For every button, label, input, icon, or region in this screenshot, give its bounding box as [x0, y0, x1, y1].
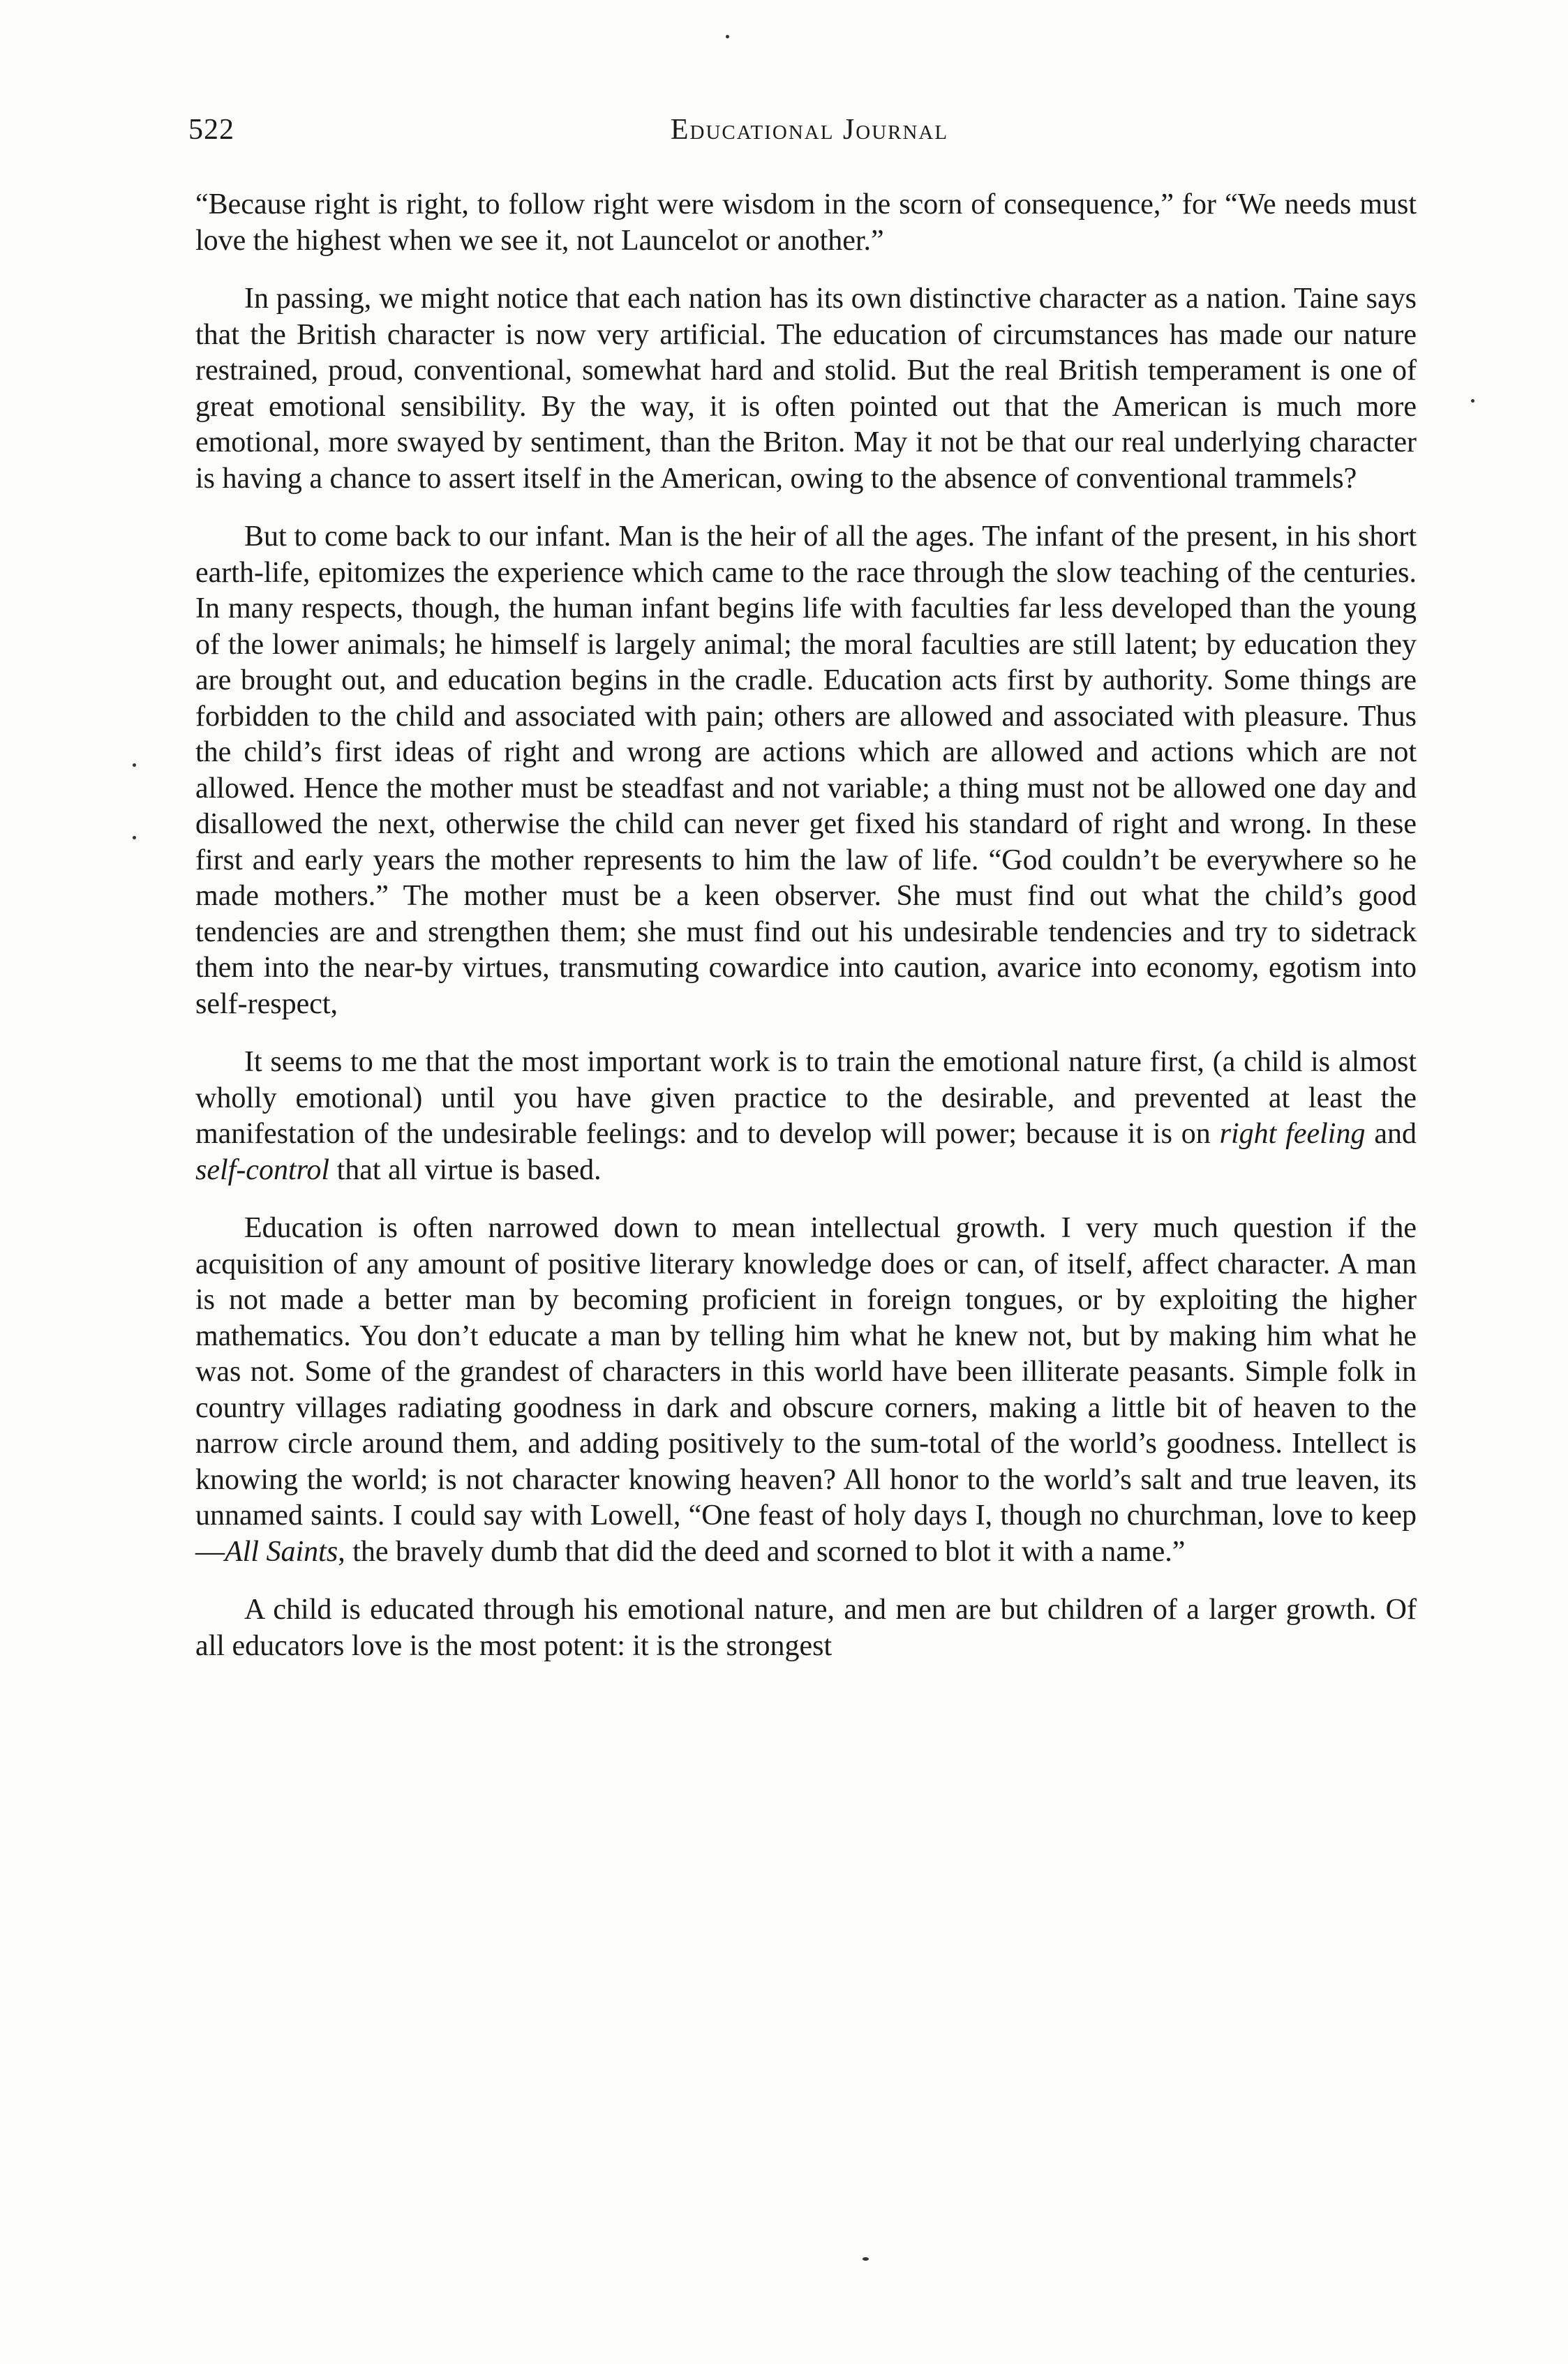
- paragraph: [195, 519, 1417, 1022]
- text-segment: It seems to me that the most important work is to train the emotional nature first, (a child is almost wholly emotional) until you have given practice to the desirable, and prevented at least the manifestation of the undesirable feelings: and to develop will power; because it is on: [195, 1046, 1417, 1150]
- scan-speck: [1471, 399, 1474, 403]
- page-number: 522: [188, 114, 234, 146]
- paragraph: [195, 1045, 1417, 1188]
- paragraph: [195, 281, 1417, 497]
- scan-speck: [726, 35, 729, 38]
- scan-speck: [133, 763, 136, 767]
- text-segment: Education is often narrowed down to mean intellectual growth. I very much question if the acquisition of any amount of positive literary knowledge does or can, of itself, affect character. A man is not made a better man by becoming proficient in foreign tongues, or by exploiting the higher mathematics. You don’t educate a man by telling him what he knew not, but by making him what he was not. Some of the grandest of characters in this world have been illiterate peasants. Simple folk in country villages radiating goodness in dark and obscure corners, making a little bit of heaven to the narrow circle around them, and adding positively to the sum-total of the world’s goodness. Intellect is knowing the world; is not character knowing heaven? All honor to the world’s salt and true leaven, its unnamed saints. I could say with Lowell, “One feast of holy days I, though no churchman, love to keep—: [195, 1212, 1417, 1568]
- page-header: [188, 113, 1431, 155]
- running-title: Educational Journal: [670, 114, 949, 146]
- italic-text-segment: right feeling: [1219, 1118, 1366, 1150]
- scan-speck: [863, 2257, 869, 2261]
- text-segment: that all virtue is based.: [329, 1153, 602, 1186]
- text-segment: and: [1365, 1118, 1417, 1150]
- paragraph: [195, 1211, 1417, 1570]
- body-text: [195, 187, 1417, 1686]
- italic-text-segment: self-control: [195, 1153, 330, 1186]
- text-segment: But to come back to our infant. Man is the heir of all the ages. The infant of the present, in his short earth-life, epitomizes the experience which came to the race through the slow teaching of the centuries. In many respects, though, the human infant begins life with faculties far less developed than the young of the lower animals; he himself is largely animal; the moral faculties are still latent; by education they are brought out, and education begins in the cradle. Education acts first by authority. Some things are forbidden to the child and associated with pain; others are allowed and associated with pleasure. Thus the child’s first ideas of right and wrong are actions which are allowed and actions which are not allowed. Hence the mother must be steadfast and not variable; a thing must not be allowed one day and disallowed the next, otherwise the child can never get fixed his standard of right and wrong. In these first and early years the mother represents to him the law of life. “God couldn’t be everywhere so he made mothers.” The mother must be a keen observer. She must find out what the child’s good tendencies are and strengthen them; she must find out his undesirable tendencies and try to sidetrack them into the near-by virtues, transmuting cowardice into caution, avarice into economy, egotism into self-respect,: [195, 521, 1417, 1020]
- paragraph: [195, 187, 1417, 259]
- text-segment: A child is educated through his emotional nature, and men are but children of a larger growth. Of all educators love is the most potent: it is the strongest: [195, 1594, 1417, 1662]
- text-segment: “Because right is right, to follow right were wisdom in the scorn of consequence,” for “We needs must love the highest when we see it, not Launcelot or another.”: [195, 188, 1417, 257]
- paragraph: [195, 1592, 1417, 1664]
- text-segment: , the bravely dumb that did the deed and scorned to blot it with a name.”: [338, 1535, 1186, 1568]
- scan-speck: [133, 836, 136, 839]
- italic-text-segment: All Saints: [225, 1535, 338, 1568]
- text-segment: In passing, we might notice that each nation has its own distinctive character as a nation. Taine says that the British character is now very artificial. The education of circumstances has made our nature restrained, proud, conventional, somewhat hard and stolid. But the real British temperament is one of great emotional sensibility. By the way, it is often pointed out that the American is much more emotional, more swayed by sentiment, than the Briton. May it not be that our real underlying character is having a chance to assert itself in the American, owing to the absence of conventional trammels?: [195, 283, 1417, 495]
